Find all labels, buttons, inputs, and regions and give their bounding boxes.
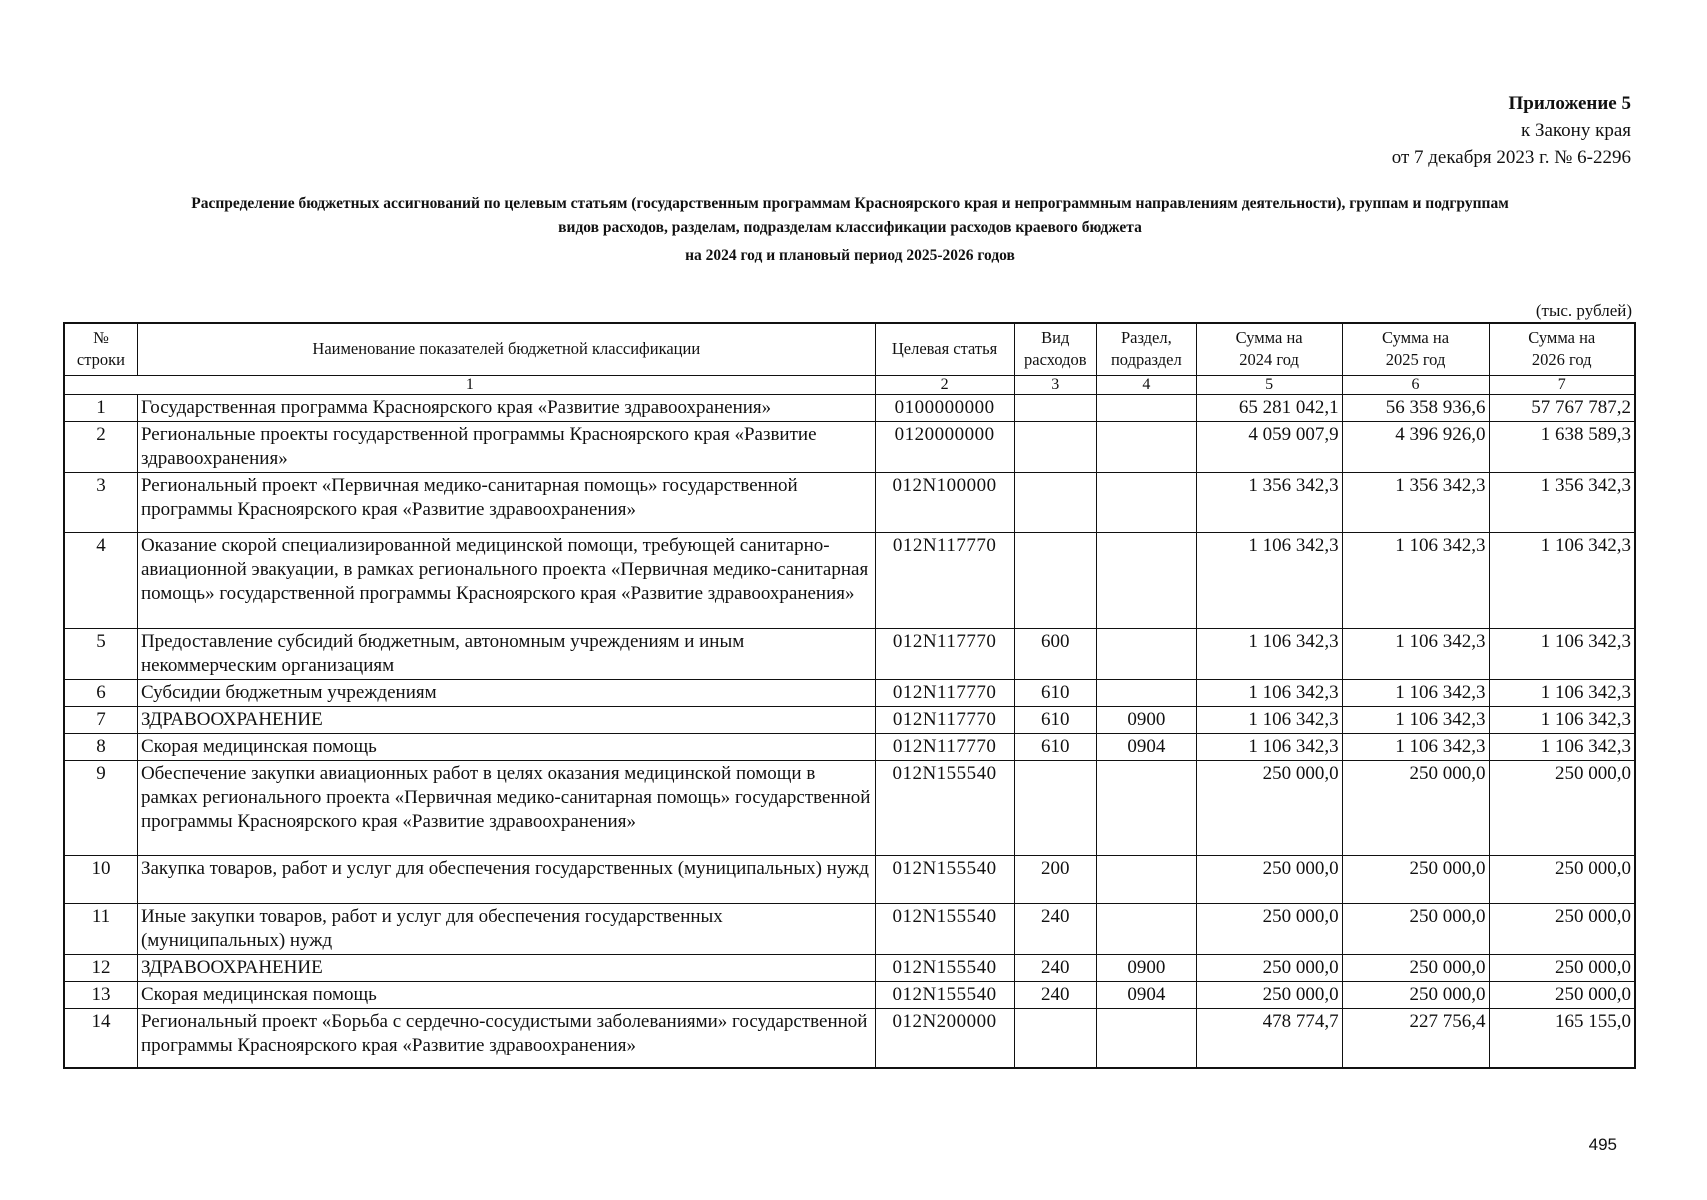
table-row <box>64 981 1635 1008</box>
expense-type-cell: 610 <box>1014 733 1097 760</box>
sum-2025-cell: 250 000,0 <box>1342 760 1489 855</box>
row-name-cell: Скорая медицинская помощь <box>137 981 875 1008</box>
table-row <box>64 903 1635 954</box>
section-cell: 0904 <box>1097 733 1197 760</box>
sum-2024-cell: 1 106 342,3 <box>1196 706 1342 733</box>
section-cell <box>1097 421 1197 472</box>
table-row <box>64 1008 1635 1068</box>
sum-2024-cell: 1 106 342,3 <box>1196 679 1342 706</box>
row-name-cell: Региональный проект «Борьба с сердечно-сосудистыми заболеваниями» государственной программы Красноярского края «Развитие здравоохранения» <box>137 1008 875 1068</box>
expense-type-cell: 240 <box>1014 903 1097 954</box>
expense-type-cell <box>1014 532 1097 628</box>
appendix-date-line: от 7 декабря 2023 г. № 6-2296 <box>1391 147 1631 168</box>
column-number-4: 4 <box>1097 375 1197 394</box>
header-expense-type-line-2: расходов <box>1024 350 1087 370</box>
row-number-cell: 5 <box>64 628 137 679</box>
table-body <box>64 394 1635 1068</box>
table-row <box>64 394 1635 421</box>
expense-type-cell <box>1014 1008 1097 1068</box>
sum-2024-cell: 478 774,7 <box>1196 1008 1342 1068</box>
column-number-1: 1 <box>64 375 875 394</box>
expense-type-cell: 240 <box>1014 954 1097 981</box>
row-name-cell: Оказание скорой специализированной медицинской помощи, требующей санитарно-авиационной эвакуации, в рамках регионального проекта «Первичная медико-санитарная помощь» государственной программы Красноярского края «Развитие здравоохранения» <box>137 532 875 628</box>
header-name-text: Наименование показателей бюджетной классификации <box>312 339 701 359</box>
row-number-cell: 14 <box>64 1008 137 1068</box>
target-code-cell: 012N155540 <box>875 760 1014 855</box>
header-row-number <box>64 323 137 375</box>
header-name <box>137 323 875 375</box>
sum-2024-cell: 250 000,0 <box>1196 954 1342 981</box>
table-row <box>64 679 1635 706</box>
row-name-cell: Иные закупки товаров, работ и услуг для обеспечения государственных (муниципальных) нужд <box>137 903 875 954</box>
units-label: (тыс. рублей) <box>1535 301 1632 320</box>
expense-type-cell: 200 <box>1014 855 1097 903</box>
document-title-line-1: Распределение бюджетных ассигнований по целевым статьям (государственным программам Красноярского края и непрограммным направлениям деятельности), группам и подгруппам <box>191 195 1509 212</box>
sum-2026-cell: 250 000,0 <box>1489 981 1635 1008</box>
section-cell <box>1097 855 1197 903</box>
header-target-code-text: Целевая статья <box>891 339 998 359</box>
sum-2024-cell: 1 106 342,3 <box>1196 733 1342 760</box>
section-cell: 0900 <box>1097 954 1197 981</box>
row-number-cell: 10 <box>64 855 137 903</box>
sum-2024-cell: 250 000,0 <box>1196 903 1342 954</box>
target-code-cell: 012N117770 <box>875 733 1014 760</box>
sum-2025-cell: 1 106 342,3 <box>1342 532 1489 628</box>
target-code-cell: 012N155540 <box>875 981 1014 1008</box>
sum-2026-cell: 250 000,0 <box>1489 954 1635 981</box>
sum-2024-cell: 1 356 342,3 <box>1196 472 1342 532</box>
section-cell <box>1097 628 1197 679</box>
header-sum-2026-line-1: Сумма на <box>1528 328 1596 348</box>
row-number-cell: 13 <box>64 981 137 1008</box>
sum-2024-cell: 1 106 342,3 <box>1196 628 1342 679</box>
row-number-cell: 7 <box>64 706 137 733</box>
row-name-cell: Предоставление субсидий бюджетным, автономным учреждениям и иным некоммерческим организациям <box>137 628 875 679</box>
document-title <box>60 192 1640 240</box>
expense-type-cell: 610 <box>1014 679 1097 706</box>
expense-type-cell <box>1014 472 1097 532</box>
row-number-cell: 2 <box>64 421 137 472</box>
row-number-cell: 6 <box>64 679 137 706</box>
row-name-cell: Обеспечение закупки авиационных работ в целях оказания медицинской помощи в рамках регионального проекта «Первичная медико-санитарная помощь» государственной программы Красноярского края «Развитие здравоохранения» <box>137 760 875 855</box>
row-number-cell: 3 <box>64 472 137 532</box>
header-target-code <box>875 323 1014 375</box>
appendix-law-line: к Закону края <box>1520 120 1631 141</box>
table-row <box>64 760 1635 855</box>
sum-2024-cell: 250 000,0 <box>1196 981 1342 1008</box>
row-name-cell: Субсидии бюджетным учреждениям <box>137 679 875 706</box>
target-code-cell: 0120000000 <box>875 421 1014 472</box>
header-sum-2026-line-2: 2026 год <box>1531 350 1592 370</box>
target-code-cell: 012N200000 <box>875 1008 1014 1068</box>
header-section-line-2: подраздел <box>1110 350 1182 370</box>
row-number-cell: 12 <box>64 954 137 981</box>
sum-2025-cell: 250 000,0 <box>1342 981 1489 1008</box>
expense-type-cell <box>1014 421 1097 472</box>
sum-2026-cell: 57 767 787,2 <box>1489 394 1635 421</box>
page-number: 495 <box>1588 1135 1617 1154</box>
sum-2024-cell: 250 000,0 <box>1196 855 1342 903</box>
sum-2026-cell: 1 106 342,3 <box>1489 628 1635 679</box>
target-code-cell: 012N117770 <box>875 628 1014 679</box>
section-cell <box>1097 679 1197 706</box>
sum-2026-cell: 1 106 342,3 <box>1489 679 1635 706</box>
table-row <box>64 628 1635 679</box>
sum-2026-cell: 250 000,0 <box>1489 903 1635 954</box>
column-number-5: 5 <box>1196 375 1342 394</box>
sum-2025-cell: 1 106 342,3 <box>1342 706 1489 733</box>
header-section <box>1097 323 1197 375</box>
row-number-cell: 11 <box>64 903 137 954</box>
sum-2024-cell: 4 059 007,9 <box>1196 421 1342 472</box>
row-number-cell: 4 <box>64 532 137 628</box>
sum-2025-cell: 1 106 342,3 <box>1342 628 1489 679</box>
row-number-cell: 1 <box>64 394 137 421</box>
table-row <box>64 855 1635 903</box>
appendix-title: Приложение 5 <box>1508 93 1631 114</box>
sum-2026-cell: 250 000,0 <box>1489 855 1635 903</box>
sum-2024-cell: 65 281 042,1 <box>1196 394 1342 421</box>
sum-2025-cell: 227 756,4 <box>1342 1008 1489 1068</box>
header-sum-2024-line-2: 2024 год <box>1239 350 1299 370</box>
target-code-cell: 012N155540 <box>875 903 1014 954</box>
row-name-cell: Региональный проект «Первичная медико-санитарная помощь» государственной программы Красноярского края «Развитие здравоохранения» <box>137 472 875 532</box>
expense-type-cell: 600 <box>1014 628 1097 679</box>
row-name-cell: Региональные проекты государственной программы Красноярского края «Развитие здравоохранения» <box>137 421 875 472</box>
section-cell <box>1097 394 1197 421</box>
target-code-cell: 0100000000 <box>875 394 1014 421</box>
target-code-cell: 012N117770 <box>875 706 1014 733</box>
expense-type-cell: 240 <box>1014 981 1097 1008</box>
header-sum-2025 <box>1342 323 1489 375</box>
header-expense-type-line-1: Вид <box>1041 328 1070 348</box>
sum-2025-cell: 250 000,0 <box>1342 903 1489 954</box>
section-cell: 0904 <box>1097 981 1197 1008</box>
sum-2024-cell: 250 000,0 <box>1196 760 1342 855</box>
budget-table <box>63 322 1636 1069</box>
header-sum-2026 <box>1489 323 1635 375</box>
column-number-2: 2 <box>875 375 1014 394</box>
table-row <box>64 532 1635 628</box>
sum-2026-cell: 1 106 342,3 <box>1489 532 1635 628</box>
row-name-cell: Скорая медицинская помощь <box>137 733 875 760</box>
table-row <box>64 733 1635 760</box>
header-row-number-line-1: № <box>93 328 109 348</box>
header-section-line-1: Раздел, <box>1120 328 1172 348</box>
header-sum-2024 <box>1196 323 1342 375</box>
expense-type-cell <box>1014 760 1097 855</box>
target-code-cell: 012N100000 <box>875 472 1014 532</box>
sum-2025-cell: 1 106 342,3 <box>1342 679 1489 706</box>
section-cell <box>1097 1008 1197 1068</box>
row-number-cell: 9 <box>64 760 137 855</box>
table-row <box>64 706 1635 733</box>
row-name-cell: Закупка товаров, работ и услуг для обеспечения государственных (муниципальных) нужд <box>137 855 875 903</box>
expense-type-cell <box>1014 394 1097 421</box>
table-row <box>64 472 1635 532</box>
document-period: на 2024 год и плановый период 2025-2026 годов <box>685 247 1015 264</box>
sum-2026-cell: 250 000,0 <box>1489 760 1635 855</box>
sum-2025-cell: 1 356 342,3 <box>1342 472 1489 532</box>
section-cell <box>1097 760 1197 855</box>
header-row-number-line-2: строки <box>76 350 126 370</box>
table-header-row <box>64 323 1635 375</box>
sum-2025-cell: 250 000,0 <box>1342 855 1489 903</box>
sum-2025-cell: 4 396 926,0 <box>1342 421 1489 472</box>
sum-2026-cell: 1 106 342,3 <box>1489 733 1635 760</box>
expense-type-cell: 610 <box>1014 706 1097 733</box>
sum-2025-cell: 250 000,0 <box>1342 954 1489 981</box>
sum-2026-cell: 1 638 589,3 <box>1489 421 1635 472</box>
target-code-cell: 012N117770 <box>875 532 1014 628</box>
sum-2025-cell: 56 358 936,6 <box>1342 394 1489 421</box>
row-name-cell: ЗДРАВООХРАНЕНИЕ <box>137 706 875 733</box>
table-row <box>64 421 1635 472</box>
table-row <box>64 954 1635 981</box>
header-sum-2025-line-2: 2025 год <box>1385 350 1446 370</box>
sum-2024-cell: 1 106 342,3 <box>1196 532 1342 628</box>
sum-2025-cell: 1 106 342,3 <box>1342 733 1489 760</box>
section-cell <box>1097 903 1197 954</box>
sum-2026-cell: 165 155,0 <box>1489 1008 1635 1068</box>
sum-2026-cell: 1 106 342,3 <box>1489 706 1635 733</box>
header-sum-2024-line-1: Сумма на <box>1235 328 1303 348</box>
document-title-line-2: видов расходов, разделам, подразделам классификации расходов краевого бюджета <box>558 219 1142 236</box>
appendix-block <box>1392 90 1631 171</box>
header-sum-2025-line-1: Сумма на <box>1382 328 1450 348</box>
column-number-row <box>64 375 1635 394</box>
column-number-6: 6 <box>1342 375 1489 394</box>
row-number-cell: 8 <box>64 733 137 760</box>
row-name-cell: Государственная программа Красноярского края «Развитие здравоохранения» <box>137 394 875 421</box>
column-number-3: 3 <box>1014 375 1097 394</box>
target-code-cell: 012N155540 <box>875 855 1014 903</box>
target-code-cell: 012N117770 <box>875 679 1014 706</box>
target-code-cell: 012N155540 <box>875 954 1014 981</box>
column-number-7: 7 <box>1489 375 1635 394</box>
section-cell <box>1097 472 1197 532</box>
sum-2026-cell: 1 356 342,3 <box>1489 472 1635 532</box>
section-cell: 0900 <box>1097 706 1197 733</box>
row-name-cell: ЗДРАВООХРАНЕНИЕ <box>137 954 875 981</box>
section-cell <box>1097 532 1197 628</box>
header-expense-type <box>1014 323 1097 375</box>
